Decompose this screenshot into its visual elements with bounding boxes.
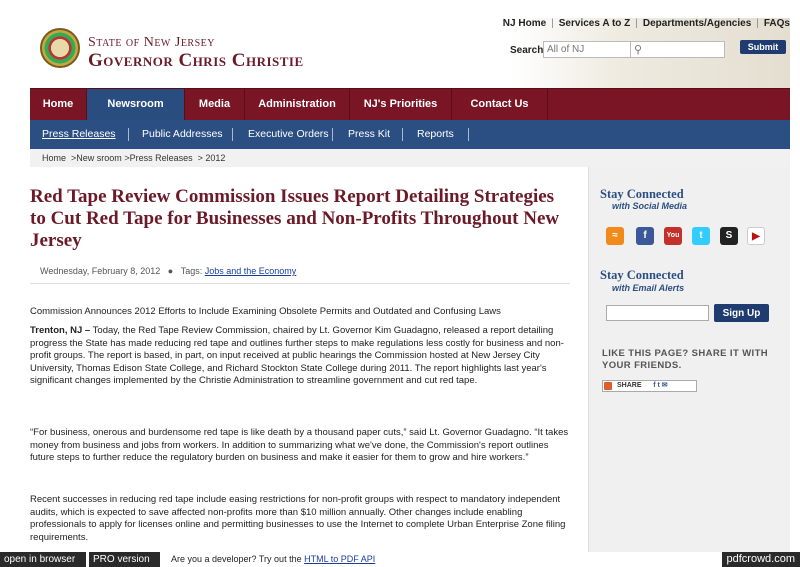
open-in-browser-button[interactable]: open in browser: [0, 552, 86, 567]
subnav-executive-orders[interactable]: Executive Orders: [248, 128, 329, 140]
nav-priorities[interactable]: NJ's Priorities: [350, 89, 452, 120]
search-input[interactable]: [630, 41, 725, 58]
nav-newsroom[interactable]: Newsroom: [87, 89, 185, 120]
stay-connected-email-heading: Stay Connected: [600, 268, 684, 282]
share-icon: [604, 382, 612, 390]
nav-administration[interactable]: Administration: [245, 89, 350, 120]
breadcrumb-newsroom[interactable]: >New sroom: [71, 153, 122, 163]
pro-version-button[interactable]: PRO version: [89, 552, 160, 567]
html-to-pdf-api-link[interactable]: HTML to PDF API: [304, 554, 376, 564]
breadcrumb: [30, 149, 790, 167]
tags-label: Tags:: [180, 266, 203, 276]
rss-icon[interactable]: ≈: [606, 227, 624, 245]
separator: [232, 128, 233, 141]
breadcrumb-press-releases[interactable]: >Press Releases: [124, 153, 193, 163]
sub-nav: [30, 120, 790, 149]
scribd-icon[interactable]: S: [720, 227, 738, 245]
share-button[interactable]: [602, 380, 697, 392]
separator: [332, 128, 333, 141]
share-services-icon: f t ✉: [653, 382, 668, 389]
stay-connected-social-sub: with Social Media: [612, 201, 688, 211]
footer-text: [171, 552, 375, 567]
top-links: [503, 18, 790, 29]
article-paragraph-3: Recent successes in reducing red tape include easing restrictions for non-profit groups with respect to mandatory independent audits, which is expected to save affected non-profits more than $10 million annually. Other changes include enabling professionals to apply for licenses online and permitting businesses to use the Internet to complete Urban Enterprise Zone filing requirements.: [30, 494, 566, 543]
facebook-icon[interactable]: f: [636, 227, 654, 245]
search-icon: ⚲: [634, 44, 643, 56]
subnav-press-kit[interactable]: Press Kit: [348, 128, 391, 140]
youtube-icon[interactable]: You: [664, 227, 682, 245]
nav-media[interactable]: Media: [185, 89, 245, 120]
stay-connected-email-sub: with Email Alerts: [612, 283, 685, 293]
pdfcrowd-logo[interactable]: pdfcrowd.com: [722, 552, 800, 567]
article-paragraph-2: “For business, onerous and burdensome red tape is like death by a thousand paper cuts,” said Lt. Governor Guadagno. “It takes money from business and jobs from workers. In addition to summarizing what we've done, the Commission's report outlines future steps to further reduce the regulatory burden on business and make it easier for them to grow and hire workers.”: [30, 427, 569, 463]
tag-link[interactable]: Jobs and the Economy: [204, 266, 297, 276]
article-subtitle: Commission Announces 2012 Efforts to Include Examining Obsolete Permits and Outdated and Confusing Laws: [30, 306, 501, 317]
sign-up-button[interactable]: Sign Up: [714, 304, 769, 322]
submit-button[interactable]: Submit: [740, 40, 786, 54]
separator: [468, 128, 469, 141]
separator: [128, 128, 129, 141]
flickr-icon[interactable]: ▶: [747, 227, 765, 245]
header: [30, 0, 790, 88]
page-title: Red Tape Review Commission Issues Report Detailing Strategies to Cut Red Tape for Businesses and Non-Profits Throughout New Jersey: [30, 186, 560, 251]
top-link-departments[interactable]: Departments/Agencies: [642, 18, 752, 29]
search-label: Search: [510, 45, 544, 56]
separator: |: [756, 18, 759, 29]
article-paragraph-1: [30, 325, 575, 388]
dateline: Trenton, NJ –: [30, 325, 91, 336]
stay-connected-social-heading: Stay Connected: [600, 187, 684, 201]
brand-line1[interactable]: State of New Jersey: [88, 35, 215, 50]
nav-contact-us[interactable]: Contact Us: [452, 89, 548, 120]
separator: |: [551, 18, 554, 29]
state-seal-logo[interactable]: [40, 28, 80, 68]
breadcrumb-2012: > 2012: [197, 153, 226, 163]
nav-home[interactable]: Home: [30, 89, 87, 120]
top-link-services[interactable]: Services A to Z: [558, 18, 631, 29]
subnav-public-addresses[interactable]: Public Addresses: [142, 128, 223, 140]
brand-line2[interactable]: Governor Chris Christie: [88, 50, 304, 71]
divider: [30, 283, 570, 284]
email-field[interactable]: [606, 305, 709, 321]
paragraph-1-text: Today, the Red Tape Review Commission, chaired by Lt. Governor Kim Guadagno, released a report detailing progress the State has made reducing red tape and outlines further steps to make regulations less costly for business and non-profit groups. The report is based, in part, on input received at public hearings the Commission hosted at New Jersey City University, Thomas Edison State College, and Richard Stockton State College during 2011. The report highlights last year's significant changes implemented by the Christie Administration to streamline government and cut red tape.: [30, 325, 564, 386]
separator: |: [635, 18, 638, 29]
breadcrumb-home[interactable]: Home: [42, 153, 67, 163]
twitter-icon[interactable]: t: [692, 227, 710, 245]
share-prompt: LIKE THIS PAGE? SHARE IT WITH YOUR FRIENDS.: [602, 348, 769, 371]
main-nav: [30, 88, 790, 120]
article-date: Wednesday, February 8, 2012: [40, 266, 161, 276]
footer-bar: [0, 552, 800, 567]
bullet: ●: [167, 266, 174, 276]
search-scope-select[interactable]: [543, 41, 631, 58]
dev-text: Are you a developer? Try out the: [171, 554, 302, 564]
subnav-reports[interactable]: Reports: [417, 128, 454, 140]
share-label: SHARE: [617, 382, 642, 389]
top-link-nj-home[interactable]: NJ Home: [502, 18, 547, 29]
article-meta: [40, 266, 296, 276]
top-link-faqs[interactable]: FAQs: [763, 18, 790, 29]
separator: [402, 128, 403, 141]
subnav-press-releases[interactable]: Press Releases: [42, 128, 116, 140]
